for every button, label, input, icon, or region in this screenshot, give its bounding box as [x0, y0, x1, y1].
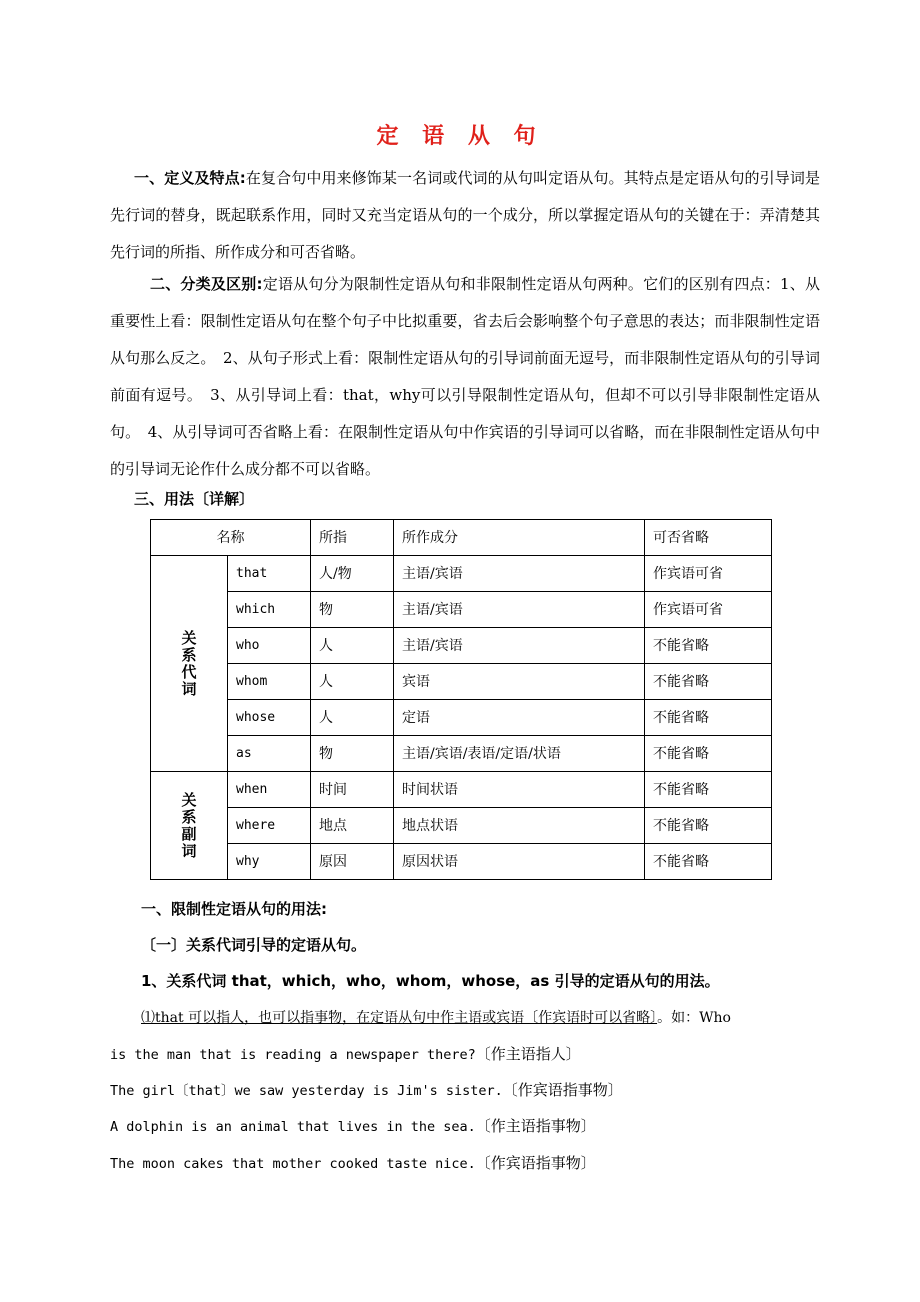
cell-omit: 作宾语可省 — [645, 592, 772, 628]
cell-omit: 不能省略 — [645, 628, 772, 664]
cell-role: 定语 — [394, 700, 645, 736]
section-definition-body: 在复合句中用来修饰某一名词或代词的从句叫定语从句。其特点是定语从句的引导词是先行词的替身，既起联系作用，同时又充当定语从句的一个成分，所以掌握定语从句的关键在于：弄清楚其先行词的所指、所作成分和可否省略。 — [110, 169, 820, 261]
section-classification — [110, 266, 820, 488]
cell-role: 主语/宾语 — [394, 592, 645, 628]
that-rule — [141, 1007, 731, 1027]
example-note: 〔作主语指事物〕 — [475, 1117, 596, 1135]
relative-pronoun-usage-heading: 1、关系代词 that，which，who，whom，whose，as 引导的定语从句的用法。 — [141, 972, 720, 990]
cell-role: 地点状语 — [394, 808, 645, 844]
group-label-char: 代 — [181, 662, 197, 681]
cell-refers: 物 — [311, 736, 394, 772]
that-rule-tail: 。如：Who — [657, 1010, 731, 1026]
group-label-char: 关 — [181, 790, 197, 809]
group-label-char: 系 — [181, 807, 197, 826]
section-classification-heading: 二、分类及区别: — [150, 275, 263, 293]
group-label-char: 词 — [181, 679, 197, 698]
group-label-char: 副 — [181, 824, 197, 843]
cell-role: 时间状语 — [394, 772, 645, 808]
cell-word: whose — [228, 700, 311, 736]
example-text: The girl〔that〕we saw yesterday is Jim's sister. — [110, 1083, 503, 1099]
cell-role: 主语/宾语 — [394, 628, 645, 664]
cell-omit: 不能省略 — [645, 700, 772, 736]
cell-word: when — [228, 772, 311, 808]
cell-role: 宾语 — [394, 664, 645, 700]
cell-word: whom — [228, 664, 311, 700]
cell-refers: 原因 — [311, 844, 394, 880]
header-name: 名称 — [151, 520, 311, 556]
cell-refers: 时间 — [311, 772, 394, 808]
table-row — [151, 844, 772, 880]
relative-pronoun-subheading: 〔一〕关系代词引导的定语从句。 — [141, 936, 367, 954]
cell-word: where — [228, 808, 311, 844]
cell-omit: 不能省略 — [645, 736, 772, 772]
cell-word: that — [228, 556, 311, 592]
cell-refers: 地点 — [311, 808, 394, 844]
example-text: The moon cakes that mother cooked taste nice. — [110, 1156, 476, 1172]
section-definition — [110, 160, 820, 271]
table-row — [151, 556, 772, 592]
that-rule-underlined: ⑴that 可以指人，也可以指事物，在定语从句中作主语或宾语〔作宾语时可以省略〕 — [141, 1010, 658, 1026]
cell-word: as — [228, 736, 311, 772]
cell-refers: 人/物 — [311, 556, 394, 592]
usage-table — [150, 519, 772, 880]
cell-role: 主语/宾语/表语/定语/状语 — [394, 736, 645, 772]
cell-omit: 不能省略 — [645, 772, 772, 808]
group-label-char: 系 — [181, 645, 197, 664]
cell-role: 主语/宾语 — [394, 556, 645, 592]
cell-word: who — [228, 628, 311, 664]
table-header-row — [151, 520, 772, 556]
restrictive-clause-heading: 一、限制性定语从句的用法: — [141, 900, 327, 918]
section-usage-heading: 三、用法〔详解〕 — [134, 490, 255, 508]
cell-word: why — [228, 844, 311, 880]
cell-omit: 不能省略 — [645, 844, 772, 880]
table-row — [151, 772, 772, 808]
table-row — [151, 808, 772, 844]
header-omit: 可否省略 — [645, 520, 772, 556]
header-role: 所作成分 — [394, 520, 645, 556]
table-row — [151, 736, 772, 772]
example-sentence — [110, 1115, 596, 1136]
cell-refers: 人 — [311, 700, 394, 736]
example-note: 〔作主语指人〕 — [475, 1045, 581, 1063]
group-label-char: 词 — [181, 841, 197, 860]
group-label-char: 关 — [181, 628, 197, 647]
cell-role: 原因状语 — [394, 844, 645, 880]
table-row — [151, 592, 772, 628]
example-note: 〔作宾语指事物〕 — [502, 1081, 623, 1099]
section-definition-heading: 一、定义及特点: — [134, 169, 246, 187]
header-refers: 所指 — [311, 520, 394, 556]
example-sentence — [110, 1079, 623, 1100]
section-classification-body: 定语从句分为限制性定语从句和非限制性定语从句两种。它们的区别有四点：1、从重要性上看：限制性定语从句在整个句子中比拟重要，省去后会影响整个句子意思的表达；而非限制性定语从句那么反之。 2、从句子形式上看：限制性定语从句的引导词前面无逗号，而非限制性定语从句的引导词前面有逗号。 3、从引导词上看：that，why可以引导限制性定语从句，但却不可以引导非限制性定语从句。 4、从引导词可否省略上看：在限制性定语从句中作宾语的引导词可以省略，而在非限制性定语从句中的引导词无论作什么成分都不可以省略。 — [110, 275, 820, 478]
cell-refers: 人 — [311, 664, 394, 700]
document-title: 定 语 从 句 — [376, 124, 544, 149]
example-text: is the man that is reading a newspaper there? — [110, 1047, 476, 1063]
group-relative-pronouns — [151, 556, 228, 772]
example-sentence — [110, 1043, 581, 1064]
example-note: 〔作宾语指事物〕 — [475, 1154, 596, 1172]
cell-word: which — [228, 592, 311, 628]
cell-refers: 物 — [311, 592, 394, 628]
cell-refers: 人 — [311, 628, 394, 664]
cell-omit: 不能省略 — [645, 664, 772, 700]
table-row — [151, 664, 772, 700]
cell-omit: 不能省略 — [645, 808, 772, 844]
table-row — [151, 628, 772, 664]
example-sentence — [110, 1152, 596, 1173]
table-row — [151, 700, 772, 736]
example-text: A dolphin is an animal that lives in the sea. — [110, 1119, 476, 1135]
cell-omit: 作宾语可省 — [645, 556, 772, 592]
group-relative-adverbs — [151, 772, 228, 880]
